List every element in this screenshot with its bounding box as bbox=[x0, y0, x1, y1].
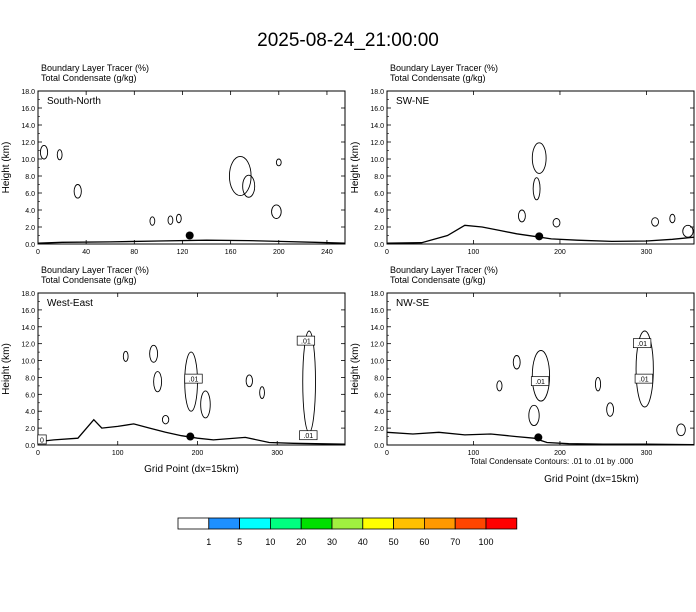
location-marker bbox=[186, 433, 194, 441]
panel-label: NW-SE bbox=[396, 298, 430, 309]
colorbar-label: 20 bbox=[296, 537, 307, 547]
colorbar-swatch bbox=[178, 518, 209, 529]
y-axis-label: Height (km) bbox=[350, 141, 361, 194]
terrain-line bbox=[38, 420, 345, 445]
y-tick-label: 6.0 bbox=[25, 392, 35, 400]
x-axis-label: Grid Point (dx=15km) bbox=[144, 464, 239, 475]
condensate-contour bbox=[201, 391, 211, 418]
figure-title: 2025-08-24_21:00:00 bbox=[257, 30, 439, 51]
y-tick-label: 14.0 bbox=[21, 123, 35, 130]
panel-header-line: Boundary Layer Tracer (%) bbox=[390, 265, 499, 275]
colorbar-label: 30 bbox=[326, 537, 338, 547]
colorbar-swatch bbox=[486, 518, 517, 529]
colorbar-label: 100 bbox=[478, 537, 494, 547]
panel-frame bbox=[38, 293, 345, 445]
x-axis-label: Grid Point (dx=15km) bbox=[544, 474, 639, 485]
y-tick-label: 0.0 bbox=[25, 242, 35, 249]
y-tick-label: 0.0 bbox=[374, 242, 384, 249]
colorbar-swatch bbox=[394, 518, 425, 529]
y-tick-label: 4.0 bbox=[25, 208, 35, 215]
colorbar bbox=[178, 518, 517, 547]
contour-label: 0 bbox=[40, 437, 44, 445]
y-tick-label: 14.0 bbox=[370, 324, 384, 332]
contour-label: .01 bbox=[188, 376, 199, 384]
condensate-contour bbox=[176, 214, 181, 223]
panel-header-line: Boundary Layer Tracer (%) bbox=[41, 265, 150, 275]
condensate-contour bbox=[533, 178, 540, 200]
y-tick-label: 18.0 bbox=[370, 89, 384, 96]
y-tick-label: 16.0 bbox=[370, 106, 384, 113]
y-tick-label: 8.0 bbox=[374, 174, 384, 181]
condensate-contour bbox=[74, 185, 81, 199]
panel-header-line: Total Condensate (g/kg) bbox=[41, 73, 137, 83]
panel-sw-ne bbox=[350, 63, 694, 256]
condensate-contour bbox=[518, 210, 525, 222]
panel-label: SW-NE bbox=[396, 96, 430, 107]
y-tick-label: 8.0 bbox=[25, 174, 35, 181]
y-tick-label: 0.0 bbox=[25, 443, 35, 450]
y-tick-label: 2.0 bbox=[25, 426, 35, 434]
condensate-contour bbox=[260, 387, 265, 399]
y-tick-label: 12.0 bbox=[370, 341, 384, 349]
y-tick-label: 10.0 bbox=[370, 157, 384, 164]
y-tick-label: 2.0 bbox=[374, 426, 384, 434]
x-tick-label: 200 bbox=[554, 450, 566, 457]
y-axis-label: Height (km) bbox=[350, 343, 361, 395]
colorbar-swatch bbox=[363, 518, 394, 529]
condensate-contour bbox=[150, 217, 155, 226]
x-tick-label: 300 bbox=[640, 450, 653, 457]
y-tick-label: 8.0 bbox=[25, 375, 35, 383]
panel-frame bbox=[38, 91, 345, 244]
y-tick-label: 8.0 bbox=[374, 375, 384, 383]
condensate-contour bbox=[595, 377, 600, 391]
y-tick-label: 16.0 bbox=[370, 307, 384, 315]
condensate-contour bbox=[497, 381, 502, 391]
y-tick-label: 4.0 bbox=[25, 409, 35, 417]
colorbar-label: 50 bbox=[388, 537, 399, 547]
y-tick-label: 10.0 bbox=[21, 358, 35, 366]
colorbar-swatch bbox=[301, 518, 332, 529]
contour-label: .01 bbox=[301, 338, 311, 346]
panel-south-north bbox=[1, 63, 345, 256]
condensate-contour bbox=[276, 159, 281, 166]
y-tick-label: 18.0 bbox=[21, 291, 35, 298]
y-tick-label: 14.0 bbox=[370, 123, 384, 130]
x-tick-label: 300 bbox=[640, 249, 653, 256]
condensate-contour bbox=[57, 150, 62, 160]
x-tick-label: 300 bbox=[271, 450, 284, 457]
condensate-contour bbox=[677, 424, 686, 436]
panel-frame bbox=[387, 91, 694, 244]
y-tick-label: 18.0 bbox=[370, 291, 384, 298]
panel-header-line: Total Condensate (g/kg) bbox=[390, 275, 486, 285]
condensate-contour bbox=[272, 205, 282, 219]
y-tick-label: 6.0 bbox=[25, 191, 35, 198]
panel-frame bbox=[387, 293, 694, 445]
colorbar-label: 1 bbox=[206, 537, 212, 547]
x-tick-label: 100 bbox=[467, 450, 480, 457]
y-tick-label: 2.0 bbox=[374, 225, 384, 232]
colorbar-swatch bbox=[240, 518, 271, 529]
colorbar-swatch bbox=[424, 518, 455, 529]
condensate-contour bbox=[229, 156, 251, 195]
condensate-contour bbox=[652, 218, 659, 227]
y-axis-label: Height (km) bbox=[1, 343, 12, 395]
condensate-contour bbox=[303, 331, 316, 432]
x-tick-label: 80 bbox=[130, 249, 139, 256]
colorbar-label: 10 bbox=[265, 537, 276, 547]
colorbar-label: 70 bbox=[450, 537, 461, 547]
panel-label: West-East bbox=[47, 298, 93, 309]
y-tick-label: 12.0 bbox=[21, 341, 35, 349]
x-tick-label: 0 bbox=[385, 249, 389, 256]
y-tick-label: 16.0 bbox=[21, 307, 35, 315]
contour-label: .01 bbox=[637, 341, 647, 349]
y-tick-label: 10.0 bbox=[370, 358, 384, 366]
condensate-contour bbox=[607, 403, 614, 417]
y-tick-label: 0.0 bbox=[374, 443, 384, 450]
x-tick-label: 100 bbox=[111, 450, 124, 457]
condensate-contour bbox=[553, 219, 560, 228]
x-tick-label: 240 bbox=[321, 249, 333, 256]
colorbar-label: 60 bbox=[419, 537, 430, 547]
y-axis-label: Height (km) bbox=[1, 141, 12, 194]
y-tick-label: 2.0 bbox=[25, 225, 35, 232]
condensate-contour bbox=[154, 372, 162, 392]
panel-header-line: Boundary Layer Tracer (%) bbox=[390, 63, 499, 73]
condensate-contour bbox=[246, 375, 252, 387]
y-tick-label: 4.0 bbox=[374, 409, 384, 417]
x-tick-label: 120 bbox=[176, 249, 189, 256]
panel-header-line: Boundary Layer Tracer (%) bbox=[41, 63, 150, 73]
condensate-contour bbox=[162, 415, 168, 423]
colorbar-swatch bbox=[270, 518, 301, 529]
colorbar-label: 40 bbox=[357, 537, 368, 547]
y-tick-label: 12.0 bbox=[21, 140, 35, 147]
colorbar-label: 5 bbox=[237, 537, 243, 547]
condensate-contour bbox=[168, 216, 173, 225]
condensate-contour bbox=[670, 214, 675, 223]
colorbar-swatch bbox=[332, 518, 363, 529]
x-tick-label: 0 bbox=[385, 450, 389, 457]
condensate-contour bbox=[513, 355, 520, 369]
condensate-contour bbox=[150, 345, 158, 362]
panel-nw-se bbox=[350, 265, 694, 485]
y-tick-label: 14.0 bbox=[21, 324, 35, 332]
y-tick-label: 18.0 bbox=[21, 89, 35, 96]
y-tick-label: 16.0 bbox=[21, 106, 35, 113]
y-tick-label: 6.0 bbox=[374, 191, 384, 198]
y-tick-label: 4.0 bbox=[374, 208, 384, 215]
x-tick-label: 200 bbox=[272, 249, 285, 256]
y-tick-label: 12.0 bbox=[370, 140, 384, 147]
condensate-contour bbox=[243, 175, 255, 197]
condensate-contour bbox=[532, 143, 546, 174]
colorbar-swatch bbox=[209, 518, 240, 529]
x-tick-label: 200 bbox=[191, 450, 204, 457]
condensate-contour bbox=[529, 405, 539, 425]
x-tick-label: 0 bbox=[36, 450, 40, 457]
contour-label: .01 bbox=[303, 433, 314, 441]
contour-footnote: Total Condensate Contours: .01 to .01 by .000 bbox=[470, 457, 634, 466]
x-tick-label: 200 bbox=[554, 249, 566, 256]
x-tick-label: 100 bbox=[467, 249, 480, 256]
condensate-contour bbox=[40, 145, 47, 159]
condensate-contour bbox=[123, 351, 128, 361]
panel-west-east bbox=[1, 265, 345, 475]
x-tick-label: 160 bbox=[224, 249, 237, 256]
location-marker bbox=[535, 232, 543, 240]
y-tick-label: 10.0 bbox=[21, 157, 35, 164]
x-tick-label: 0 bbox=[36, 249, 40, 256]
x-tick-label: 40 bbox=[82, 249, 91, 256]
terrain-line bbox=[38, 240, 345, 243]
colorbar-swatch bbox=[455, 518, 486, 529]
panel-header-line: Total Condensate (g/kg) bbox=[41, 275, 137, 285]
contour-label: .01 bbox=[535, 379, 545, 387]
condensate-contour bbox=[532, 350, 549, 401]
panel-header-line: Total Condensate (g/kg) bbox=[390, 73, 486, 83]
y-tick-label: 6.0 bbox=[374, 392, 384, 400]
condensate-contour bbox=[683, 225, 693, 237]
location-marker bbox=[186, 232, 194, 240]
contour-label: .01 bbox=[638, 376, 649, 384]
panel-label: South-North bbox=[47, 96, 101, 107]
location-marker bbox=[534, 433, 542, 441]
